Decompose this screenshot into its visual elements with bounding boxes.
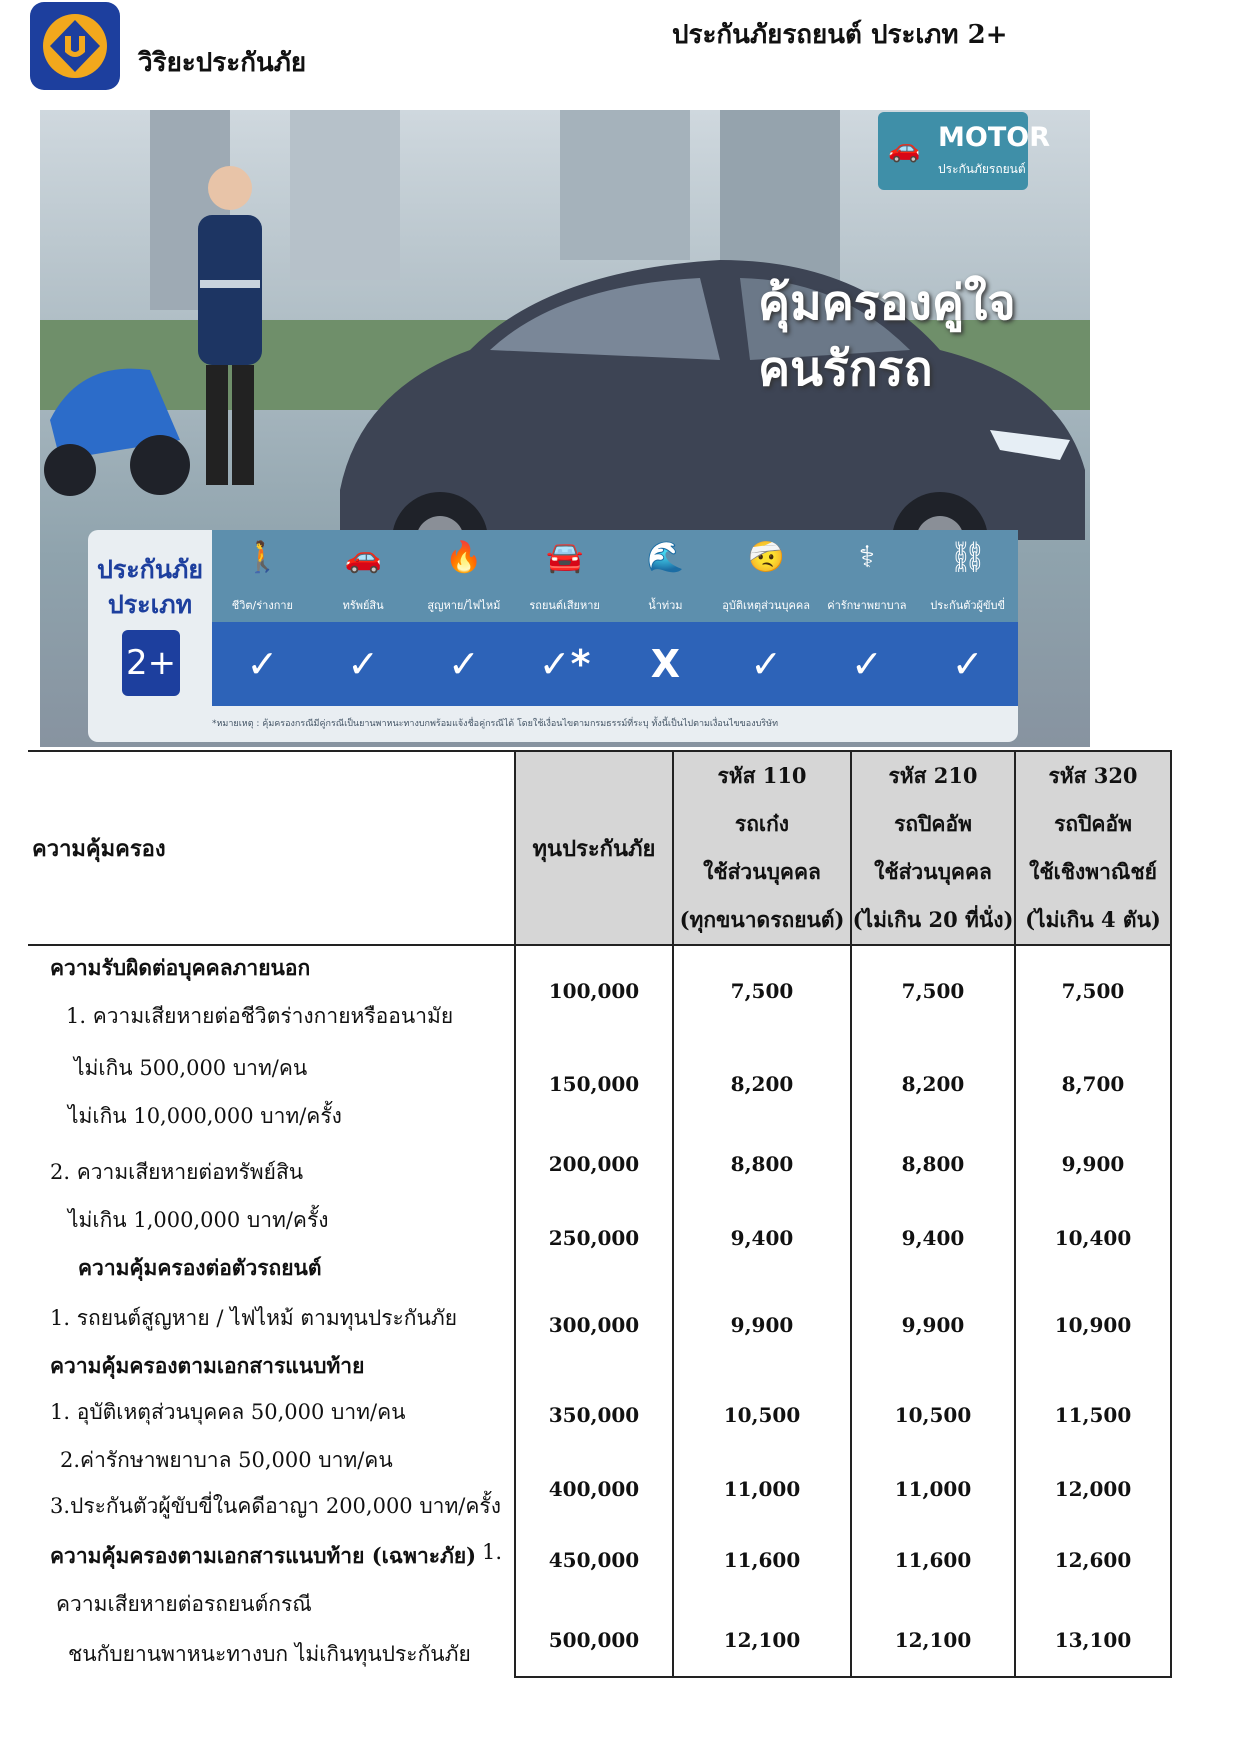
premium-210-cell: 11,600 — [851, 1517, 1015, 1603]
sum-insured-cell: 350,000 — [515, 1370, 673, 1460]
plan-code: รหัส 110 — [717, 763, 807, 788]
plan-vehicle: รถเก๋ง — [734, 811, 790, 836]
premium-210-cell: 7,500 — [851, 945, 1015, 1036]
plan-code: รหัส 320 — [1048, 763, 1138, 788]
car-icon: 🚗 — [888, 134, 921, 164]
premium-110-cell: 10,500 — [673, 1370, 851, 1460]
coverage-heading: ความคุ้มครองต่อตัวรถยนต์ — [78, 1255, 322, 1280]
document-title: ประกันภัยรถยนต์ ประเภท 2+ — [672, 20, 1008, 50]
coverage-line: 1. ความเสียหายต่อชีวิตร่างกายหรืออนามัย — [66, 1004, 454, 1028]
premium-110-cell: 7,500 — [673, 945, 851, 1036]
coverage-line: 1. อุบัติเหตุส่วนบุคคล 50,000 บาท/คน — [50, 1400, 406, 1424]
plan-usage: ใช้เชิงพาณิชย์ — [1029, 859, 1157, 884]
plan-vehicle: รถปิคอัพ — [894, 811, 972, 836]
premium-320-cell: 12,000 — [1015, 1460, 1171, 1517]
premium-210-cell: 8,200 — [851, 1036, 1015, 1132]
premium-320-cell: 8,700 — [1015, 1036, 1171, 1132]
coverage-line: ความเสียหายต่อรถยนต์กรณี — [56, 1592, 312, 1616]
sum-insured-cell: 150,000 — [515, 1036, 673, 1132]
coverage-label: อุบัติเหตุส่วนบุคคล — [722, 599, 810, 612]
plan-limit: (ไม่เกิน 4 ตัน) — [1025, 907, 1161, 932]
type-code-badge: 2+ — [122, 630, 180, 696]
premium-110-cell: 11,000 — [673, 1460, 851, 1517]
coverage-line: 2.ค่ารักษาพยาบาล 50,000 บาท/คน — [60, 1448, 393, 1472]
premium-210-cell: 12,100 — [851, 1603, 1015, 1677]
coverage-label: ชีวิต/ร่างกาย — [231, 599, 293, 612]
type-label-line: ประเภท — [107, 590, 193, 619]
premium-320-cell: 7,500 — [1015, 945, 1171, 1036]
coverage-line: ชนกับยานพาหนะทางบก ไม่เกินทุนประกันภัย — [68, 1642, 471, 1666]
premium-210-cell: 10,500 — [851, 1370, 1015, 1460]
header-plan-110 — [673, 751, 851, 945]
coverage-mark: ✓ — [347, 642, 380, 686]
sum-insured-cell: 100,000 — [515, 945, 673, 1036]
company-logo — [30, 2, 120, 90]
coverage-label: ทรัพย์สิน — [342, 599, 384, 612]
coverage-label: ประกันตัวผู้ขับขี่ — [930, 599, 1005, 612]
motor-badge-subtitle: ประกันภัยรถยนต์ — [938, 162, 1026, 176]
company-name: วิริยะประกันภัย — [138, 48, 307, 78]
coverage-marks-row — [212, 622, 1018, 706]
premium-320-cell: 11,500 — [1015, 1370, 1171, 1460]
coverage-label: น้ำท่วม — [648, 599, 683, 612]
coverage-mark: ✓ — [850, 642, 883, 686]
premium-110-cell: 11,600 — [673, 1517, 851, 1603]
table-header-row — [28, 751, 1171, 945]
header-sum-insured: ทุนประกันภัย — [515, 751, 673, 945]
header-plan-210 — [851, 751, 1015, 945]
premium-320-cell: 9,900 — [1015, 1132, 1171, 1196]
coverage-label: รถยนต์เสียหาย — [529, 599, 600, 612]
slogan-line: คุ้มครองคู่ใจ — [758, 275, 1016, 331]
coverage-item — [313, 530, 414, 622]
plan-limit: (ไม่เกิน 20 ที่นั่ง) — [852, 907, 1014, 932]
coverage-label: ค่ารักษาพยาบาล — [827, 599, 907, 612]
coverage-line: 1. รถยนต์สูญหาย / ไฟไหม้ ตามทุนประกันภัย — [50, 1306, 458, 1330]
coverage-item — [716, 530, 817, 622]
coverage-mark: ✓ — [447, 642, 480, 686]
accident-icon: 🤕 — [747, 540, 785, 575]
premium-210-cell: 11,000 — [851, 1460, 1015, 1517]
premium-320-cell: 12,600 — [1015, 1517, 1171, 1603]
coverage-panel — [88, 530, 1018, 742]
premium-210-cell: 9,900 — [851, 1280, 1015, 1370]
coverage-line: ไม่เกิน 1,000,000 บาท/ครั้ง — [68, 1208, 329, 1232]
sum-insured-cell: 200,000 — [515, 1132, 673, 1196]
slogan — [758, 270, 1016, 402]
coverage-line: 2. ความเสียหายต่อทรัพย์สิน — [50, 1160, 304, 1184]
damaged-car-icon: 🚘 — [545, 540, 584, 575]
premium-210-cell: 9,400 — [851, 1196, 1015, 1280]
coverage-footnote: *หมายเหตุ : คุ้มครองกรณีมีคู่กรณีเป็นยานพาหนะทางบกพร้อมแจ้งชื่อคู่กรณีได้ โดยใช้เงื่อนไขตามกรมธรรม์ที่ระบุ ทั้งนี้เป็นไปตามเงื่อนไขของบริษัท — [212, 719, 779, 729]
coverage-item — [212, 530, 313, 622]
sum-insured-cell: 400,000 — [515, 1460, 673, 1517]
plan-usage: ใช้ส่วนบุคคล — [874, 859, 992, 884]
coverage-item — [615, 530, 716, 622]
medical-icon: ⚕ — [858, 540, 875, 575]
premium-320-cell: 10,900 — [1015, 1280, 1171, 1370]
coverage-item — [514, 530, 615, 622]
premium-210-cell: 8,800 — [851, 1132, 1015, 1196]
coverage-line: 3.ประกันตัวผู้ขับขี่ในคดีอาญา 200,000 บาท/ครั้ง — [50, 1494, 501, 1518]
premium-110-cell: 8,200 — [673, 1036, 851, 1132]
flood-icon: 🌊 — [646, 540, 685, 575]
coverage-mark: ✓* — [538, 642, 591, 686]
coverage-line: 1. — [482, 1540, 503, 1564]
slogan-line: คนรักรถ — [758, 341, 933, 397]
premium-110-cell: 9,900 — [673, 1280, 851, 1370]
motor-badge-title: MOTOR — [938, 122, 1050, 153]
sum-insured-cell: 250,000 — [515, 1196, 673, 1280]
coverage-mark: ✓ — [246, 642, 279, 686]
plan-vehicle: รถปิคอัพ — [1054, 811, 1132, 836]
sum-insured-cell: 450,000 — [515, 1517, 673, 1603]
plan-code: รหัส 210 — [888, 763, 978, 788]
fire-car-icon: 🔥 — [445, 540, 483, 575]
coverage-heading: ความรับผิดต่อบุคคลภายนอก — [50, 955, 311, 980]
type-label-line: ประกันภัย — [96, 555, 204, 584]
coverage-label: สูญหาย/ไฟไหม้ — [427, 599, 501, 612]
motor-badge — [878, 112, 1050, 190]
coverage-icons-row — [212, 530, 1018, 622]
plan-usage: ใช้ส่วนบุคคล — [703, 859, 821, 884]
person-icon: 🚶 — [243, 540, 282, 575]
plan-limit: (ทุกขนาดรถยนต์) — [679, 907, 845, 932]
premium-320-cell: 10,400 — [1015, 1196, 1171, 1280]
coverage-mark: ✓ — [951, 642, 984, 686]
coverage-line: ไม่เกิน 500,000 บาท/คน — [74, 1056, 308, 1080]
sum-insured-cell: 500,000 — [515, 1603, 673, 1677]
building-shape — [560, 110, 690, 260]
coverage-heading: ความคุ้มครองตามเอกสารแนบท้าย — [50, 1353, 365, 1378]
coverage-item — [414, 530, 515, 622]
coverage-line: ไม่เกิน 10,000,000 บาท/ครั้ง — [68, 1104, 342, 1128]
sum-insured-cell: 300,000 — [515, 1280, 673, 1370]
agent-illustration — [170, 160, 290, 490]
insurance-type-label — [88, 530, 212, 742]
header-coverage: ความคุ้มครอง — [28, 751, 515, 945]
coverage-mark: X — [650, 642, 681, 686]
coverage-heading: ความคุ้มครองตามเอกสารแนบท้าย (เฉพาะภัย) — [50, 1543, 477, 1568]
premium-110-cell: 8,800 — [673, 1132, 851, 1196]
promo-banner — [40, 110, 1090, 747]
coverage-item — [917, 530, 1018, 622]
header-plan-320 — [1015, 751, 1171, 945]
coverage-item — [817, 530, 918, 622]
property-car-icon: 🚗 — [344, 540, 382, 575]
premium-320-cell: 13,100 — [1015, 1603, 1171, 1677]
bail-icon: ⛓ — [948, 540, 987, 575]
premium-110-cell: 9,400 — [673, 1196, 851, 1280]
premium-110-cell: 12,100 — [673, 1603, 851, 1677]
coverage-mark: ✓ — [750, 642, 783, 686]
